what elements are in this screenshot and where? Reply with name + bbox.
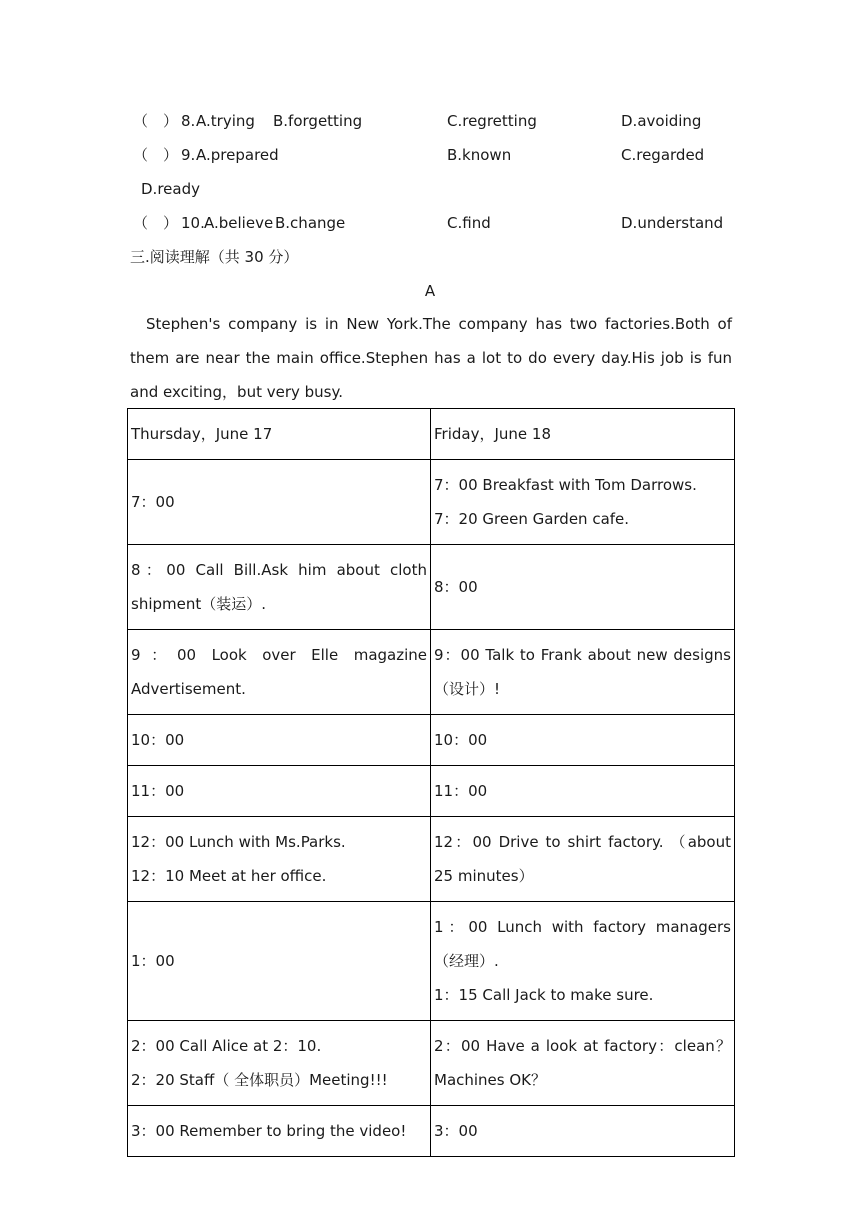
schedule-entry: 1：00 — [131, 952, 175, 970]
answer-blank[interactable]: （ ） — [133, 146, 179, 164]
option-b: B.forgetting — [273, 112, 363, 130]
friday-cell — [431, 1021, 735, 1106]
thursday-cell — [128, 545, 431, 630]
table-row — [128, 715, 735, 766]
schedule-entry: 10：00 — [131, 731, 185, 749]
thursday-cell — [128, 715, 431, 766]
passage-text: Stephen's company is in New York.The company has two factories.Both of them are near the main office.Stephen has a lot to do every day.His job is fun and exciting，but very busy. — [130, 315, 732, 401]
thursday-cell — [128, 630, 431, 715]
header-friday: Friday，June 18 — [431, 409, 735, 460]
schedule-entry: 8：00 Call Bill.Ask him about cloth shipment（装运）. — [131, 561, 427, 613]
option-c: C.regretting — [447, 112, 537, 130]
table-row — [128, 545, 735, 630]
schedule-entry: 11：00 — [434, 782, 488, 800]
friday-cell — [431, 715, 735, 766]
friday-cell — [431, 766, 735, 817]
option-c: C.regarded — [621, 146, 705, 164]
schedule-entry: 2：00 Have a look at factory：clean？Machines OK？ — [434, 1037, 731, 1089]
schedule-entry: 9：00 Talk to Frank about new designs（设计）! — [434, 646, 731, 698]
option-d: D.understand — [621, 214, 724, 232]
schedule-entry: 3：00 — [434, 1122, 478, 1140]
schedule-entry: 2：00 Call Alice at 2：10. — [131, 1037, 322, 1055]
option-a: A.believe — [204, 214, 274, 232]
friday-cell — [431, 817, 735, 902]
schedule-entry: 8：00 — [434, 578, 478, 596]
question-9-wrap — [0, 172, 860, 206]
passage-title: A — [424, 282, 436, 300]
question-10 — [0, 206, 860, 240]
thursday-cell — [128, 817, 431, 902]
schedule-entry: 10：00 — [434, 731, 488, 749]
schedule-entry: 12：00 Lunch with Ms.Parks. — [131, 833, 346, 851]
schedule-entry: 11：00 — [131, 782, 185, 800]
schedule-entry: 1：00 Lunch with factory managers（经理）. — [434, 918, 731, 970]
table-row — [128, 460, 735, 545]
schedule-entry: 7：20 Green Garden cafe. — [434, 510, 630, 528]
thursday-cell — [128, 460, 431, 545]
schedule-entry: 3：00 Remember to bring the video! — [131, 1122, 407, 1140]
question-9 — [0, 138, 860, 172]
schedule-entry: 12：10 Meet at her office. — [131, 867, 327, 885]
option-b: B.change — [275, 214, 346, 232]
schedule-entry: 1：15 Call Jack to make sure. — [434, 986, 654, 1004]
option-a: A.prepared — [196, 146, 279, 164]
schedule-entry: 12：00 Drive to shirt factory. （about 25 minutes） — [434, 833, 731, 885]
table-row — [128, 1106, 735, 1157]
question-8 — [0, 104, 860, 138]
friday-cell — [431, 1106, 735, 1157]
thursday-cell — [128, 1106, 431, 1157]
thursday-cell — [128, 1021, 431, 1106]
schedule-entry: 7：00 — [131, 493, 175, 511]
table-row — [128, 630, 735, 715]
header-thursday: Thursday，June 17 — [128, 409, 431, 460]
question-number: 8. — [181, 112, 196, 130]
option-c: C.find — [447, 214, 491, 232]
question-number: 9. — [181, 146, 196, 164]
schedule-table — [127, 408, 735, 1157]
option-d: D.ready — [141, 180, 200, 198]
table-row — [128, 817, 735, 902]
schedule-entry: 9：00 Look over Elle magazine Advertisement. — [131, 646, 427, 698]
friday-cell — [431, 460, 735, 545]
schedule-entry: 2：20 Staff（ 全体职员）Meeting!!! — [131, 1071, 388, 1089]
friday-cell — [431, 545, 735, 630]
answer-blank[interactable]: （ ） — [133, 214, 179, 232]
table-row — [128, 902, 735, 1021]
question-number: 10. — [181, 214, 205, 232]
option-a: A.trying — [196, 112, 255, 130]
table-row — [128, 766, 735, 817]
schedule-entry: 7：00 Breakfast with Tom Darrows. — [434, 476, 697, 494]
table-header-row — [128, 409, 735, 460]
friday-cell — [431, 630, 735, 715]
option-b: B.known — [447, 146, 512, 164]
thursday-cell — [128, 902, 431, 1021]
table-row — [128, 1021, 735, 1106]
answer-blank[interactable]: （ ） — [133, 112, 179, 130]
section-title: 三.阅读理解（共 30 分） — [130, 248, 299, 266]
friday-cell — [431, 902, 735, 1021]
option-d: D.avoiding — [621, 112, 702, 130]
thursday-cell — [128, 766, 431, 817]
